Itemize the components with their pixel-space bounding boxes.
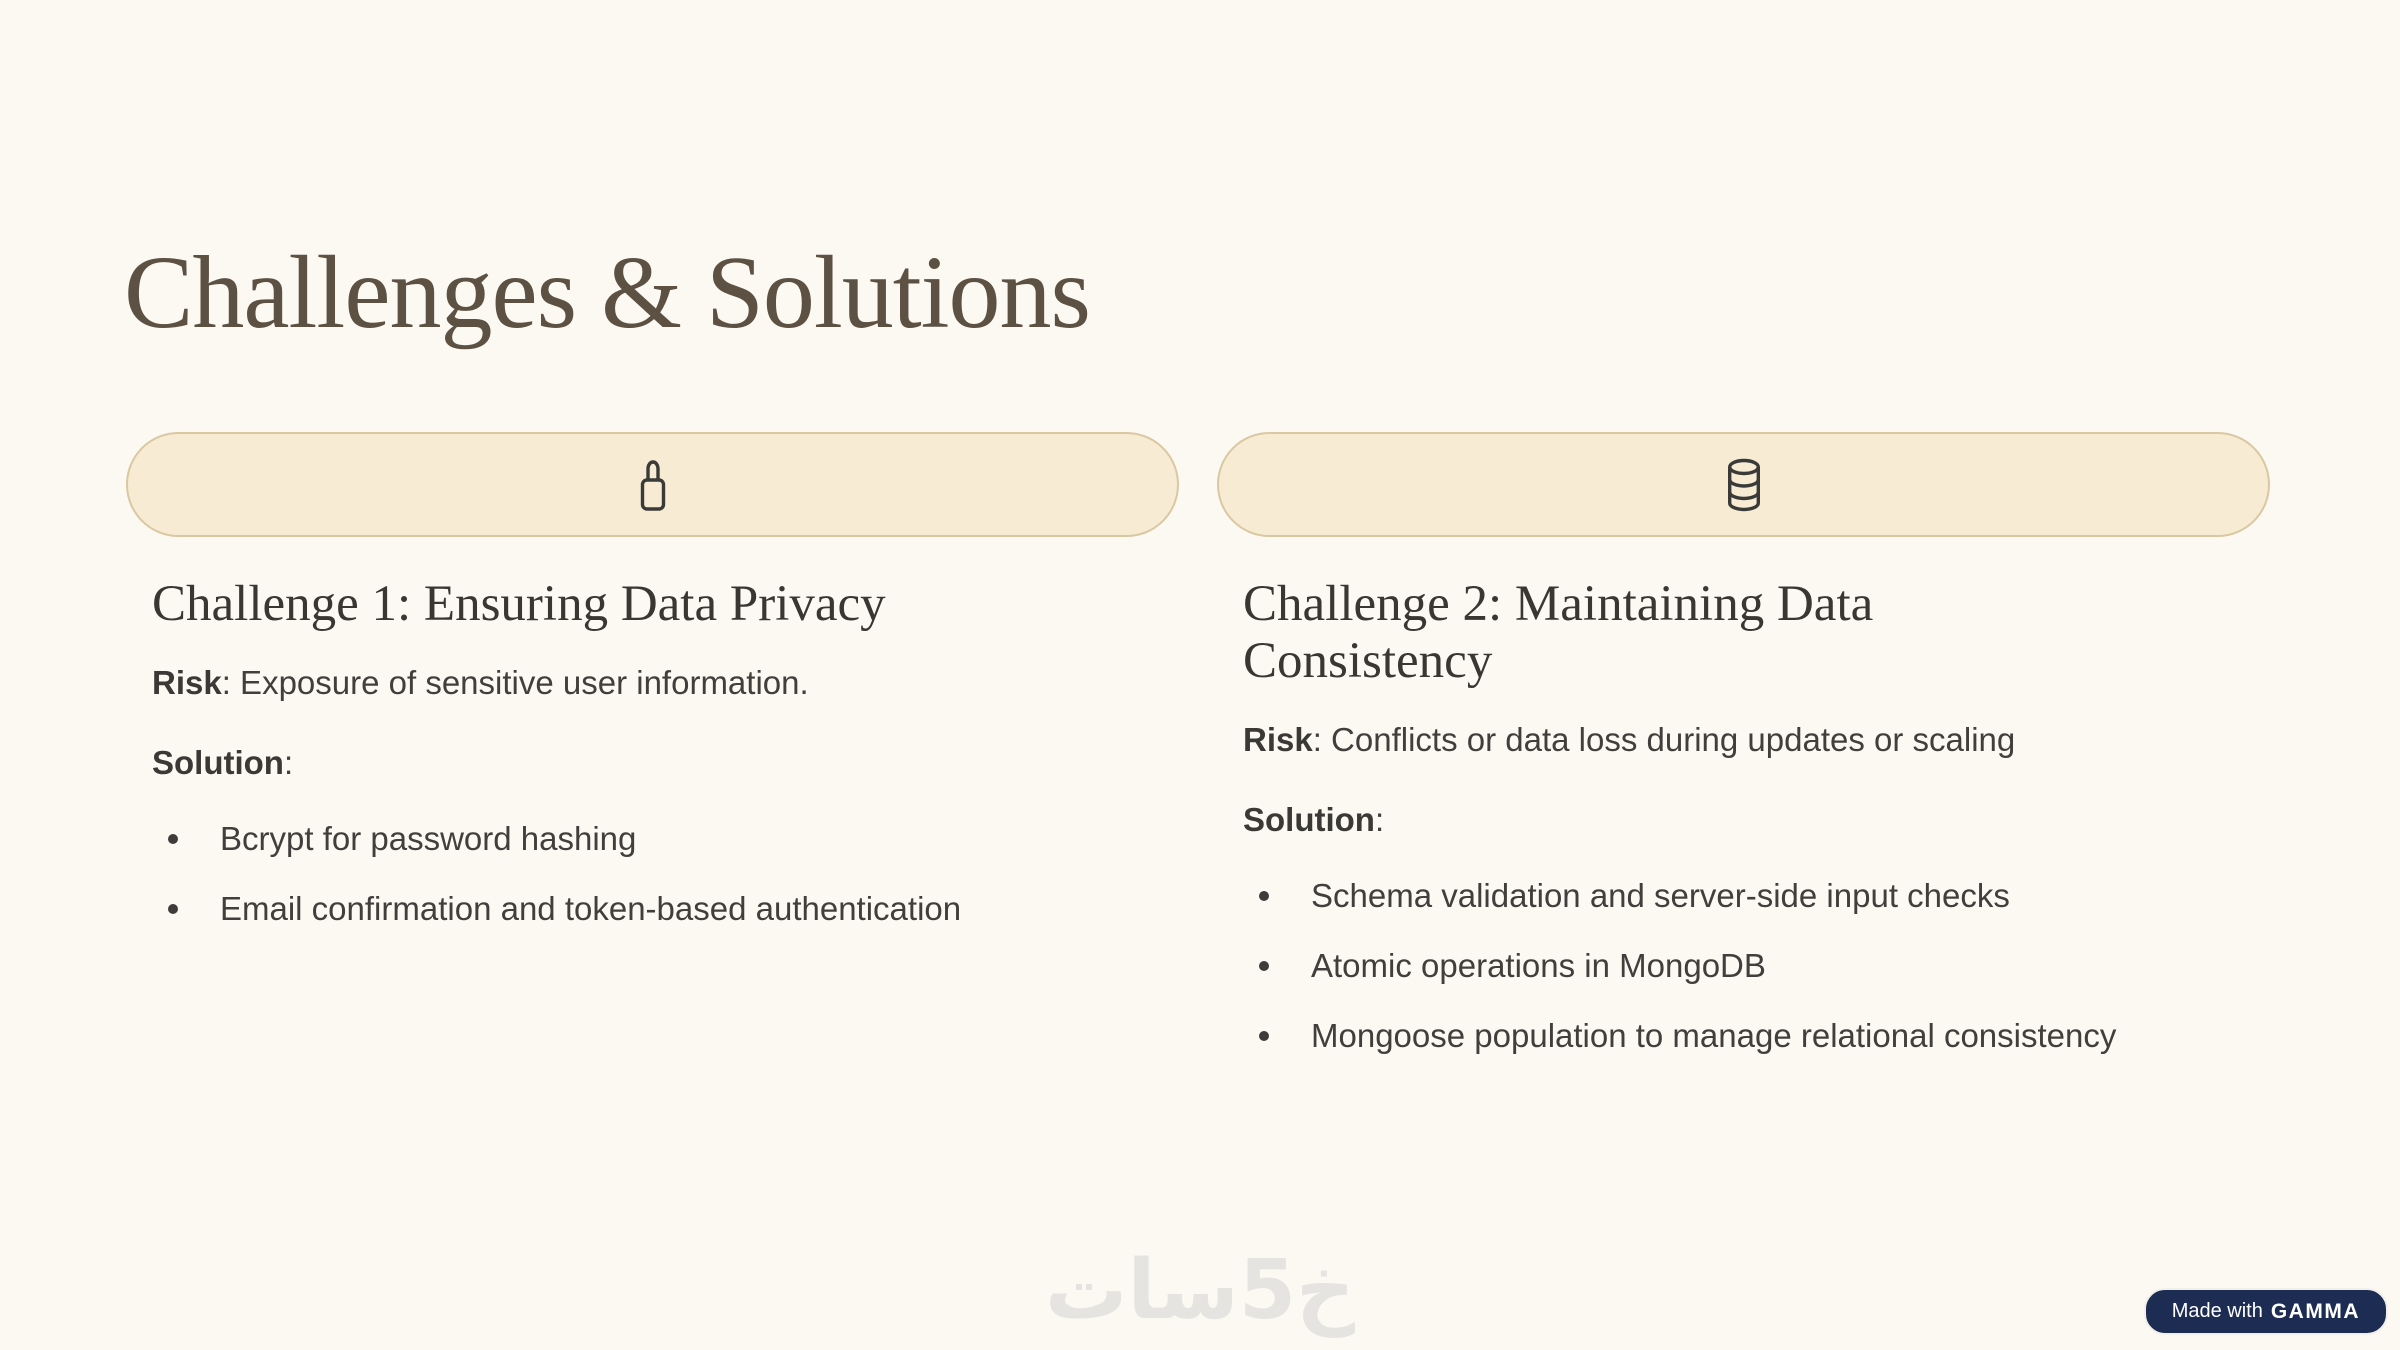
card-1-bullet-list (152, 819, 1179, 929)
bullet-text: Bcrypt for password hashing (220, 820, 637, 857)
card-2-risk-line (1243, 720, 2270, 760)
card-1-body (126, 576, 1179, 929)
card-challenge-2 (1217, 432, 2270, 1086)
list-item (1311, 876, 2270, 916)
cards-row (126, 432, 2270, 1086)
card-1-solution-line (152, 743, 1179, 783)
bullet-text: Schema validation and server-side input checks (1311, 877, 2010, 914)
card-1-heading: Challenge 1: Ensuring Data Privacy (152, 576, 886, 632)
card-challenge-1 (126, 432, 1179, 1086)
gamma-logo: GAMMA (2270, 1299, 2360, 1323)
database-icon (1727, 458, 1761, 512)
solution-colon: : (283, 744, 294, 781)
card-2-body (1217, 576, 2270, 1056)
list-item (1311, 1016, 2270, 1056)
solution-label: Solution (152, 744, 284, 781)
lock-icon (640, 458, 666, 512)
made-with-gamma-badge[interactable] (2144, 1288, 2388, 1335)
solution-colon: : (1374, 801, 1385, 838)
card-2-header-band (1217, 432, 2270, 537)
card-2-bullet-list (1243, 876, 2270, 1056)
risk-label: Risk (152, 664, 222, 701)
bullet-text: Email confirmation and token-based authentication (220, 890, 962, 927)
risk-text: : Exposure of sensitive user information. (221, 664, 809, 701)
page-title: Challenges & Solutions (124, 235, 1090, 350)
bullet-text: Atomic operations in MongoDB (1311, 947, 1766, 984)
risk-text: : Conflicts or data loss during updates or scaling (1312, 721, 2016, 758)
list-item (220, 889, 1179, 929)
card-1-risk-line (152, 663, 1179, 703)
card-2-solution-line (1243, 800, 2270, 840)
badge-prefix: Made with (2171, 1300, 2263, 1323)
khamsat-watermark: خ5سات (1044, 1243, 1356, 1338)
list-item (220, 819, 1179, 859)
bullet-text: Mongoose population to manage relational consistency (1311, 1017, 2117, 1054)
list-item (1311, 946, 2270, 986)
risk-label: Risk (1243, 721, 1313, 758)
solution-label: Solution (1243, 801, 1375, 838)
card-1-header-band (126, 432, 1179, 537)
card-2-heading: Challenge 2: Maintaining Data Consistency (1243, 576, 1874, 689)
